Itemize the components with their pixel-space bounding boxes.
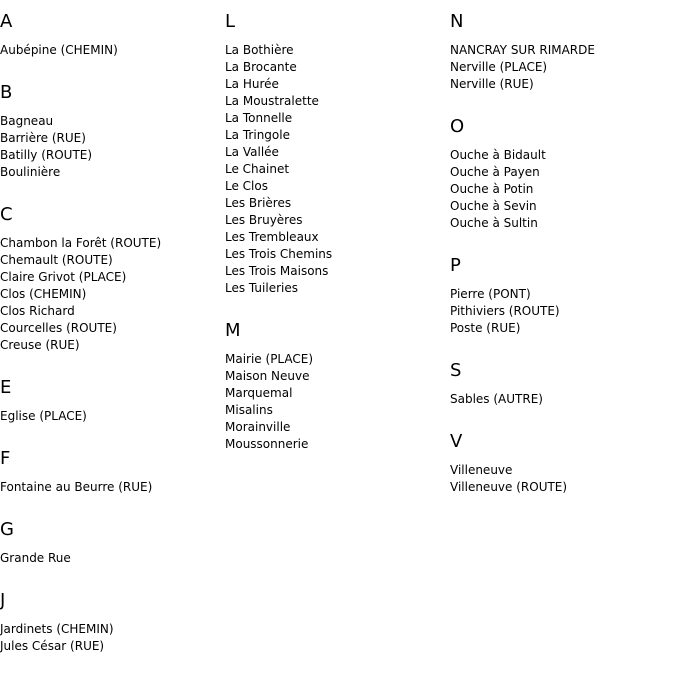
street-link[interactable]: Les Trois Chemins bbox=[225, 247, 333, 261]
group-spacer bbox=[0, 496, 224, 508]
letter-group-f bbox=[0, 449, 224, 508]
street-link[interactable]: Maison Neuve bbox=[225, 369, 310, 383]
letter-group-n bbox=[450, 12, 674, 105]
street-link[interactable]: Les Brières bbox=[225, 196, 292, 210]
street-link[interactable]: La Bothière bbox=[225, 43, 294, 57]
street-link[interactable]: Le Chainet bbox=[225, 162, 290, 176]
group-spacer bbox=[0, 425, 224, 437]
street-link[interactable]: La Tonnelle bbox=[225, 111, 293, 125]
group-spacer bbox=[450, 93, 674, 105]
street-link[interactable]: Clos Richard bbox=[0, 304, 75, 318]
street-link[interactable]: Chambon la Forêt (ROUTE) bbox=[0, 236, 162, 250]
letter-group-g bbox=[0, 520, 224, 579]
section-letter-heading: M bbox=[225, 320, 241, 341]
index-column-2 bbox=[225, 0, 449, 465]
letter-group-o bbox=[450, 117, 674, 244]
street-link[interactable]: Le Clos bbox=[225, 179, 268, 193]
street-link[interactable]: Poste (RUE) bbox=[450, 321, 521, 335]
section-letter-heading: F bbox=[0, 448, 11, 469]
street-link[interactable]: Mairie (PLACE) bbox=[225, 352, 314, 366]
group-spacer bbox=[450, 232, 674, 244]
index-column-1 bbox=[0, 0, 224, 667]
street-link[interactable]: La Vallée bbox=[225, 145, 279, 159]
street-link[interactable]: Nerville (PLACE) bbox=[450, 60, 548, 74]
street-link[interactable]: Les Trembleaux bbox=[225, 230, 319, 244]
section-letter-heading: G bbox=[0, 519, 14, 540]
letter-group-c bbox=[0, 205, 224, 366]
street-link[interactable]: Sables (AUTRE) bbox=[450, 392, 543, 406]
group-spacer bbox=[0, 59, 224, 71]
group-spacer bbox=[0, 567, 224, 579]
letter-group-v bbox=[450, 432, 674, 508]
street-list bbox=[450, 391, 674, 408]
group-spacer bbox=[0, 181, 224, 193]
section-letter-heading: V bbox=[450, 431, 463, 452]
street-link[interactable]: Moussonnerie bbox=[225, 437, 309, 451]
street-link[interactable]: Ouche à Bidault bbox=[450, 148, 546, 162]
street-link[interactable]: La Hurée bbox=[225, 77, 279, 91]
index-column-3 bbox=[450, 0, 674, 508]
section-letter-heading: J bbox=[0, 590, 6, 611]
street-link[interactable]: Ouche à Sevin bbox=[450, 199, 537, 213]
group-spacer bbox=[225, 453, 449, 465]
section-letter-heading: L bbox=[225, 11, 236, 32]
group-spacer bbox=[450, 496, 674, 508]
street-list bbox=[0, 408, 224, 425]
letter-group-j bbox=[0, 591, 224, 667]
street-link[interactable]: Misalins bbox=[225, 403, 273, 417]
street-link[interactable]: Claire Grivot (PLACE) bbox=[0, 270, 127, 284]
street-list bbox=[225, 42, 449, 297]
street-link[interactable]: Pithiviers (ROUTE) bbox=[450, 304, 560, 318]
street-link[interactable]: Villeneuve bbox=[450, 463, 513, 477]
street-list bbox=[450, 147, 674, 232]
street-link[interactable]: Villeneuve (ROUTE) bbox=[450, 480, 568, 494]
street-link[interactable]: Ouche à Sultin bbox=[450, 216, 538, 230]
street-link[interactable]: Batilly (ROUTE) bbox=[0, 148, 93, 162]
street-link[interactable]: Les Trois Maisons bbox=[225, 264, 329, 278]
street-link[interactable]: Fontaine au Beurre (RUE) bbox=[0, 480, 153, 494]
street-list bbox=[450, 42, 674, 93]
section-letter-heading: S bbox=[450, 360, 462, 381]
street-link[interactable]: Jardinets (CHEMIN) bbox=[0, 622, 114, 636]
letter-group-e bbox=[0, 378, 224, 437]
letter-group-s bbox=[450, 361, 674, 420]
street-link[interactable]: Les Tuileries bbox=[225, 281, 298, 295]
street-link[interactable]: Grande Rue bbox=[0, 551, 71, 565]
section-letter-heading: P bbox=[450, 255, 461, 276]
letter-group-m bbox=[225, 321, 449, 465]
street-list bbox=[0, 621, 224, 655]
group-spacer bbox=[450, 337, 674, 349]
street-link[interactable]: Courcelles (ROUTE) bbox=[0, 321, 117, 335]
street-link[interactable]: Ouche à Payen bbox=[450, 165, 540, 179]
section-letter-heading: A bbox=[0, 11, 13, 32]
section-letter-heading: E bbox=[0, 377, 12, 398]
street-link[interactable]: La Tringole bbox=[225, 128, 290, 142]
street-link[interactable]: Eglise (PLACE) bbox=[0, 409, 87, 423]
letter-group-b bbox=[0, 83, 224, 193]
street-link[interactable]: Nerville (RUE) bbox=[450, 77, 534, 91]
street-link[interactable]: Morainville bbox=[225, 420, 291, 434]
street-link[interactable]: Clos (CHEMIN) bbox=[0, 287, 87, 301]
group-spacer bbox=[0, 655, 224, 667]
section-letter-heading: C bbox=[0, 204, 13, 225]
street-list bbox=[0, 479, 224, 496]
street-link[interactable]: Pierre (PONT) bbox=[450, 287, 531, 301]
street-list bbox=[225, 351, 449, 453]
street-link[interactable]: Jules César (RUE) bbox=[0, 639, 105, 653]
street-list bbox=[0, 42, 224, 59]
street-link[interactable]: Boulinière bbox=[0, 165, 61, 179]
street-link[interactable]: Les Bruyères bbox=[225, 213, 303, 227]
section-letter-heading: B bbox=[0, 82, 13, 103]
letter-group-a bbox=[0, 12, 224, 71]
street-link[interactable]: NANCRAY SUR RIMARDE bbox=[450, 43, 595, 57]
street-link[interactable]: Chemault (ROUTE) bbox=[0, 253, 113, 267]
section-letter-heading: O bbox=[450, 116, 465, 137]
street-link[interactable]: Marquemal bbox=[225, 386, 293, 400]
street-link[interactable]: Barrière (RUE) bbox=[0, 131, 86, 145]
street-list bbox=[450, 462, 674, 496]
street-list bbox=[0, 550, 224, 567]
group-spacer bbox=[225, 297, 449, 309]
group-spacer bbox=[0, 354, 224, 366]
street-link[interactable]: Aubépine (CHEMIN) bbox=[0, 43, 118, 57]
group-spacer bbox=[450, 408, 674, 420]
letter-group-l bbox=[225, 12, 449, 309]
section-letter-heading: N bbox=[450, 11, 464, 32]
letter-group-p bbox=[450, 256, 674, 349]
street-list bbox=[0, 235, 224, 354]
street-link[interactable]: Ouche à Potin bbox=[450, 182, 534, 196]
street-link[interactable]: Creuse (RUE) bbox=[0, 338, 80, 352]
street-list bbox=[450, 286, 674, 337]
street-link[interactable]: Bagneau bbox=[0, 114, 54, 128]
street-link[interactable]: La Moustralette bbox=[225, 94, 319, 108]
street-list bbox=[0, 113, 224, 181]
street-link[interactable]: La Brocante bbox=[225, 60, 297, 74]
